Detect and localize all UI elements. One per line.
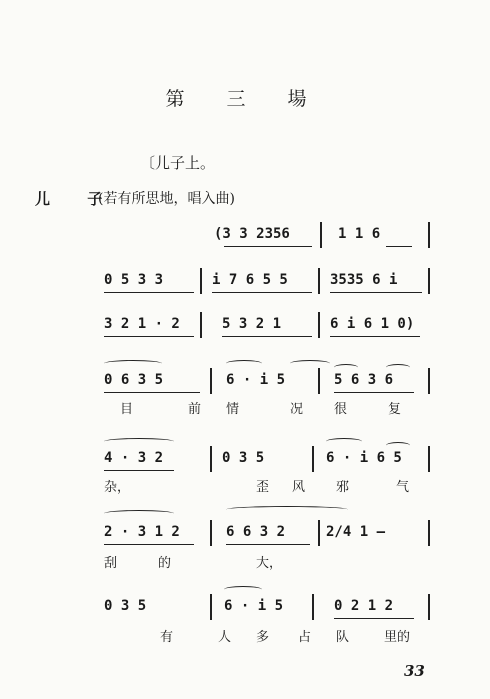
page-number: 33 [404,662,425,680]
measure-5-3: 6 · i 6 5 [326,450,402,466]
measure-1-2: 1 1 6 [338,226,381,242]
lyric: 复 [388,402,402,417]
score-row-6 [0,520,490,571]
lyric: 目 [120,402,134,417]
lyric: 队 [336,630,350,645]
measure-2-1: 0 5 3 3 [104,272,164,288]
barline [428,268,430,294]
measure-3-1: 3 2 1 · 2 [104,316,180,332]
measure-2-2: i 7 6 5 5 [212,272,288,288]
measure-7-3: 0 2 1 2 [334,598,394,614]
lyric: 很 [334,402,348,417]
score-row-4 [0,368,490,417]
barline [318,368,320,394]
lyric: 大， [256,556,283,571]
speaker-name: 儿 子 [35,190,119,208]
barline [428,222,430,248]
lyric: 占 [298,630,312,645]
scene-title: 第 三 場 [165,88,325,110]
barline [318,268,320,294]
measure-6-1: 2 · 3 1 2 [104,524,180,540]
lyric: 里的 [384,630,411,645]
lyric: 人 [218,630,232,645]
measure-7-1: 0 3 5 [104,598,147,614]
lyric: 杂， [104,480,131,495]
barline [210,446,212,472]
barline [210,520,212,546]
score-row-7 [0,594,490,645]
lyric: 情 [226,402,240,417]
barline [318,312,320,338]
barline [312,446,314,472]
lyric: 的 [158,556,172,571]
lyric: 前 [188,402,202,417]
measure-6-2: 6 6 3 2 [226,524,286,540]
barline [428,368,430,394]
lyric: 歪 [256,480,270,495]
barline [210,368,212,394]
barline [428,446,430,472]
barline [428,594,430,620]
measure-6-3: 2/4 1 — [326,524,386,540]
barline [200,312,202,338]
lyric: 多 [256,630,270,645]
barline [428,520,430,546]
lyric: 况 [290,402,304,417]
measure-4-2: 6 · i 5 [226,372,286,388]
measure-5-2: 0 3 5 [222,450,265,466]
measure-4-1: 0 6 3 5 [104,372,164,388]
measure-2-3: 3535 6 i [330,272,398,288]
measure-5-1: 4 · 3 2 [104,450,164,466]
lyric: 风 [292,480,306,495]
score-row-1 [0,222,490,266]
score-row-5 [0,446,490,495]
measure-4-3: 5 6 3 6 [334,372,394,388]
lyric: 气 [396,480,410,495]
measure-7-2: 6 · i 5 [224,598,284,614]
measure-3-2: 5 3 2 1 [222,316,282,332]
barline [210,594,212,620]
barline [312,594,314,620]
barline [320,222,322,248]
barline [200,268,202,294]
measure-3-3: 6 i 6 1 0) [330,316,415,332]
lyric: 刮 [104,556,118,571]
stage-direction: 〔儿子上。 [140,154,216,172]
score-row-3 [0,312,490,356]
score-row-2 [0,268,490,312]
speaker-note: (若有所思地，唱入曲) [98,191,235,207]
measure-1-1: (3 3 2356 [214,226,290,242]
lyric: 邪 [336,480,350,495]
lyric: 有 [160,630,174,645]
barline [318,520,320,546]
